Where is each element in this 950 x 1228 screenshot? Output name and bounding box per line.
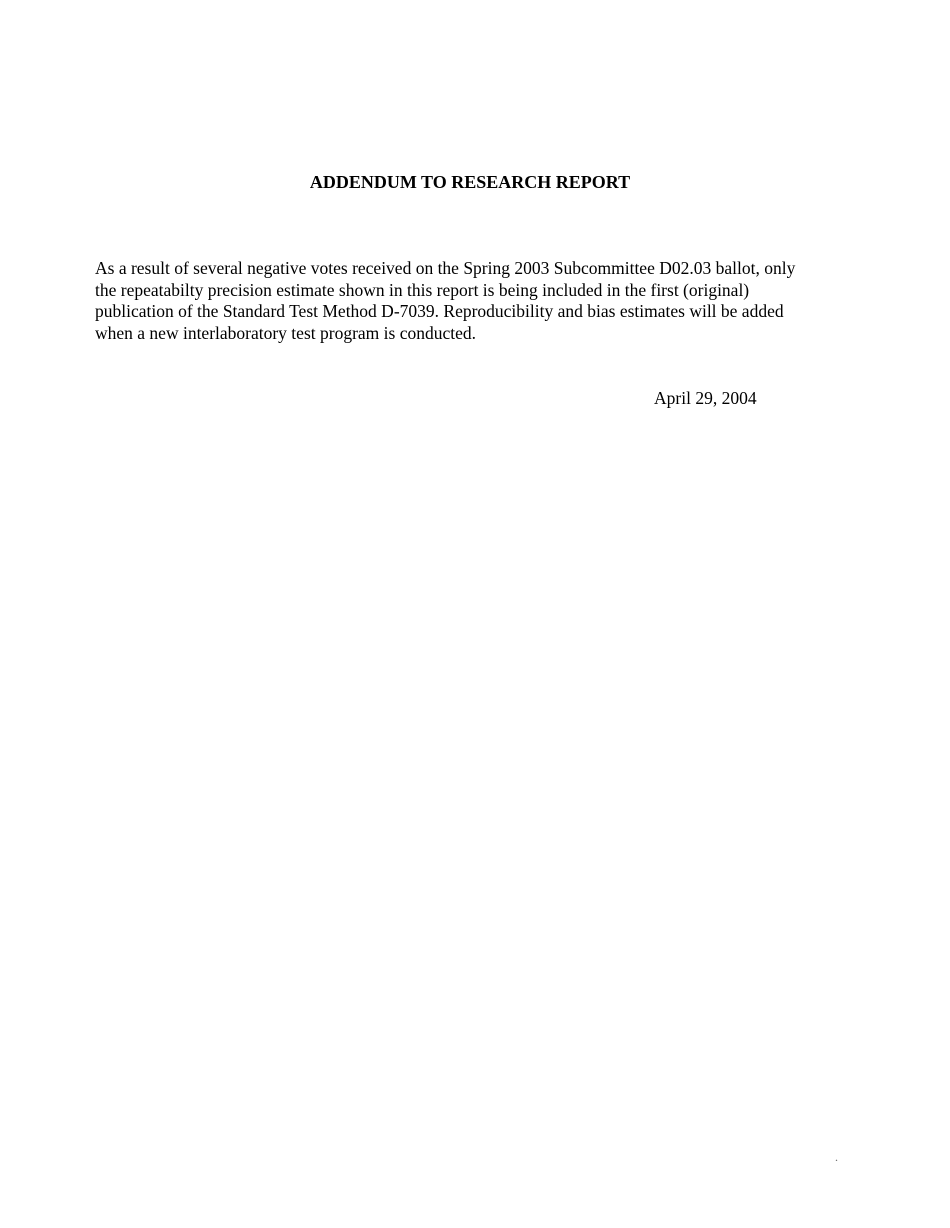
document-title: ADDENDUM TO RESEARCH REPORT [309, 172, 631, 192]
stray-mark: . [835, 1150, 838, 1164]
body-line: publication of the Standard Test Method D-7039. Reproducibility and bias estimates will be added [95, 301, 784, 321]
body-paragraph [95, 258, 855, 344]
body-line: As a result of several negative votes received on the Spring 2003 Subcommittee D02.03 ballot, only [95, 258, 796, 278]
body-line: the repeatabilty precision estimate shown in this report is being included in the first (original) [95, 279, 750, 300]
document-date: April 29, 2004 [654, 388, 757, 408]
body-line: when a new interlaboratory test program is conducted. [95, 322, 476, 343]
